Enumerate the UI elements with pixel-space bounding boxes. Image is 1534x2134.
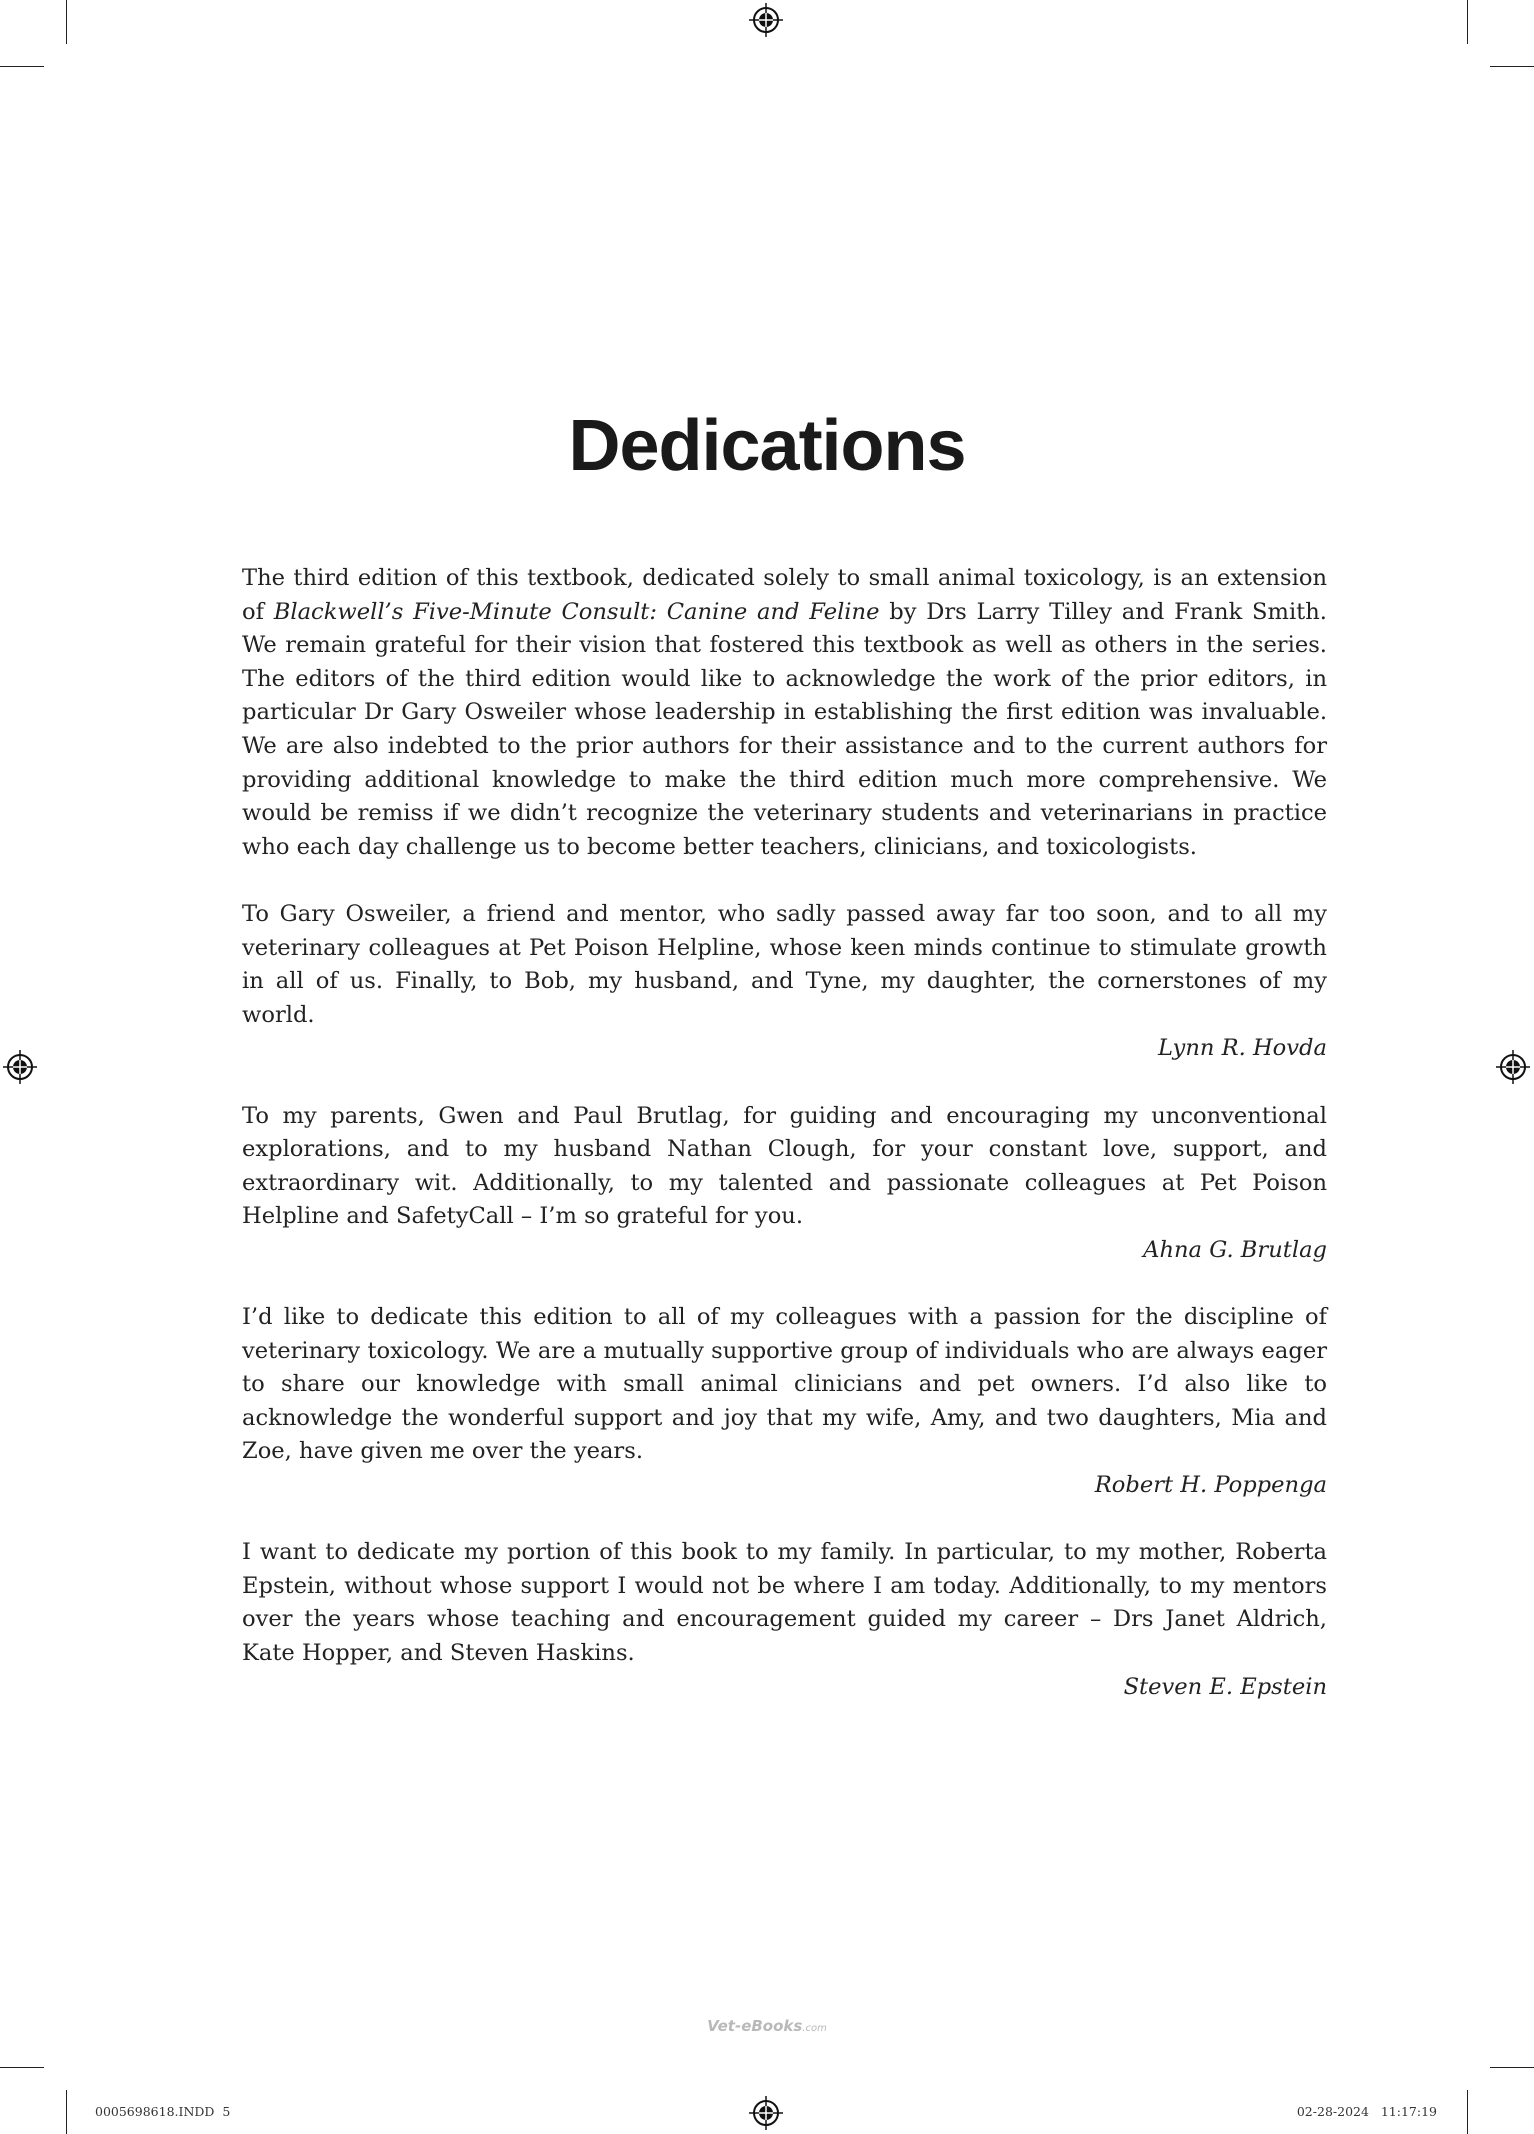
registration-mark-top-icon (749, 3, 783, 37)
watermark-text: Vet-eBooks (707, 2017, 803, 2035)
registration-mark-left-icon (3, 1050, 37, 1084)
slug-timestamp: 02-28-2024 11:17:19 (1296, 2104, 1437, 2119)
intro-book-title: Blackwell’s Five-Minute Consult: Canine and Feline (273, 598, 880, 625)
dedications-body (242, 562, 1327, 1704)
crop-mark-bottom-left-horizontal (0, 2067, 44, 2068)
dedication-signature: Steven E. Epstein (1123, 1673, 1327, 1700)
watermark-logo (0, 2017, 1534, 2035)
dedication-signature: Robert H. Poppenga (1094, 1472, 1327, 1499)
crop-mark-bottom-right-vertical (1467, 2090, 1468, 2134)
watermark-suffix: .com (802, 2023, 827, 2034)
crop-mark-bottom-left-vertical (66, 2090, 67, 2134)
dedication-paragraph: I want to dedicate my portion of this book to my family. In particular, to my mother, Roberta Epstein, without whose support I would not be where I am today. Additionally, to my mentors over the years whose teaching and encouragement guided my career – Drs Janet Aldrich, Kate Hopper, and Steven Haskins. (242, 1539, 1327, 1666)
dedication-paragraph: To Gary Osweiler, a friend and mentor, who sadly passed away far too soon, and to all my veterinary colleagues at Pet Poison Helpline, whose keen minds continue to stimulate growth in all of us. Finally, to Bob, my husband, and Tyne, my daughter, the cornerstones of my world. (242, 900, 1327, 1028)
dedication-signature: Ahna G. Brutlag (1143, 1236, 1327, 1263)
registration-mark-right-icon (1496, 1050, 1530, 1084)
crop-mark-bottom-right-horizontal (1490, 2067, 1534, 2068)
crop-mark-top-right-vertical (1467, 0, 1468, 44)
registration-mark-bottom-icon (749, 2096, 783, 2130)
dedication-paragraph: To my parents, Gwen and Paul Brutlag, for guiding and encouraging my unconventional explorations, and to my husband Nathan Clough, for your constant love, support, and extraordinary wit. Additionally, to my talented and passionate colleagues at Pet Poison Helpline and SafetyCall – I’m so grateful for you. (242, 1102, 1327, 1230)
crop-mark-top-left-horizontal (0, 66, 44, 67)
crop-mark-top-left-vertical (66, 0, 67, 44)
dedication-paragraph: I’d like to dedicate this edition to all of my colleagues with a passion for the discipline of veterinary toxicology. We are a mutually supportive group of individuals who are always eager to share our knowledge with small animal clinicians and pet owners. I’d also like to acknowledge the wonderful support and joy that my wife, Amy, and two daughters, Mia and Zoe, have given me over the years. (242, 1304, 1327, 1465)
intro-paragraph (242, 562, 1327, 864)
slug-file-name: 0005698618.INDD 5 (95, 2104, 231, 2119)
page-title: Dedications (568, 406, 966, 486)
intro-text-start: The third edition of this textbook, dedicated solely to small animal toxicology, is an extension of (242, 565, 1327, 625)
intro-text-end: by Drs Larry Tilley and Frank Smith. We remain grateful for their vision that fostered this textbook as well as others in the series. The editors of the third edition would like to acknowledge the work of the prior editors, in particular Dr Gary Osweiler whose leadership in establishing the first edition was invaluable. We are also indebted to the prior authors for their assistance and to the current authors for providing additional knowledge to make the third edition much more comprehensive. We would be remiss if we didn’t recognize the veterinary students and veterinarians in practice who each day challenge us to become better teachers, clinicians, and toxicologists. (242, 598, 1327, 860)
crop-mark-top-right-horizontal (1490, 66, 1534, 67)
dedication-signature: Lynn R. Hovda (1157, 1035, 1327, 1062)
